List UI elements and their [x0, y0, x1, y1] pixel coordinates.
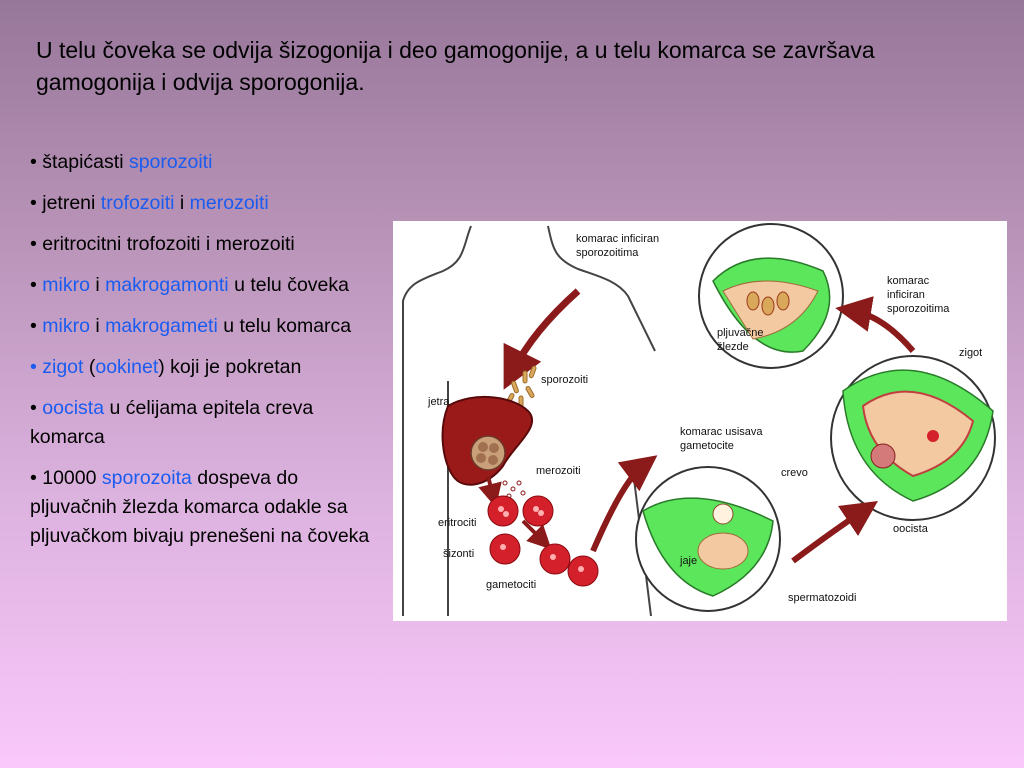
bullet-text: ) koji je pokretan: [158, 356, 302, 378]
label-inficiran: inficiran: [887, 289, 925, 301]
bullet-item: [30, 312, 390, 341]
bullet-text: u ćelijama epitela creva komarca: [30, 397, 314, 448]
highlighted-term: makrogamonti: [105, 274, 229, 296]
bullet-text: i: [89, 274, 106, 296]
label-sporozoitima: sporozoitima: [576, 247, 639, 259]
merozoites-icon: [503, 481, 525, 498]
malaria-life-cycle-figure: [393, 221, 1007, 621]
highlighted-term: ookinet: [95, 356, 159, 378]
label-crevo: crevo: [781, 467, 808, 479]
highlighted-term: merozoiti: [189, 192, 269, 214]
label-gametociti: gametociti: [486, 579, 537, 591]
bullet-item: [30, 271, 390, 300]
cycle-arrow-up: [793, 511, 863, 561]
highlighted-term: trofozoiti: [100, 192, 175, 214]
bullet-text: u telu komarca: [217, 315, 352, 337]
highlighted-term: sporozoiti: [128, 151, 213, 173]
bullet-text: • jetreni: [30, 192, 101, 214]
label-eritrociti: eritrociti: [438, 517, 477, 529]
label-pljuvacne: pljuvačne: [717, 327, 764, 339]
label-zigot: zigot: [959, 347, 983, 359]
highlighted-term: mikro: [42, 315, 90, 337]
label-sizonti: šizonti: [443, 548, 475, 560]
mosquito-gut-circle: [636, 467, 780, 611]
highlighted-term: • zigot: [30, 356, 84, 378]
oocyst-circle: [831, 356, 995, 520]
bullet-item: [30, 230, 390, 259]
label-jetra: jetra: [428, 396, 450, 408]
bullet-text: u telu čoveka: [228, 274, 349, 296]
liver-schizont-icon: [471, 436, 505, 470]
label-jaje: jaje: [680, 555, 698, 567]
highlighted-term: sporozoita: [101, 467, 192, 489]
bullet-text: •: [30, 315, 43, 337]
bullet-text: • štapićasti: [30, 151, 129, 173]
label-spermatozoidi: spermatozoidi: [788, 592, 857, 604]
bullet-text: i: [174, 192, 190, 214]
blood-stage-arrow: [488, 476, 493, 496]
label-sporozoiti: sporozoiti: [541, 374, 589, 386]
bullet-item: [30, 464, 390, 551]
label-komarac: komarac: [887, 275, 930, 287]
cycle-arrow-left: [853, 311, 913, 351]
bullet-item: [30, 189, 390, 218]
highlighted-term: makrogameti: [105, 315, 218, 337]
bullet-item: [30, 148, 390, 177]
bullet-item: [30, 394, 390, 452]
label-sporozoitima-2: sporozoitima: [887, 303, 950, 315]
highlighted-term: mikro: [42, 274, 90, 296]
bullet-text: • eritrocitni trofozoiti i merozoiti: [30, 233, 295, 255]
bullet-item: [30, 353, 390, 382]
label-oocista: oocista: [893, 523, 928, 535]
label-komarac-usisava: komarac usisava: [680, 426, 763, 438]
infection-arrow: [513, 291, 578, 371]
label-merozoiti: merozoiti: [536, 465, 581, 477]
bullet-list: [30, 148, 390, 563]
bullet-text: •: [30, 397, 43, 419]
highlighted-term: oocista: [42, 397, 105, 419]
bullet-text: • 10000: [30, 467, 102, 489]
bullet-text: dospeva do pljuvačnih žlezda komarca odakle sa pljuvačkom bivaju prenešeni na čoveka: [30, 467, 370, 547]
bullet-text: i: [89, 315, 106, 337]
label-komarac-inficiran: komarac inficiran: [576, 233, 660, 245]
bullet-text: •: [30, 274, 43, 296]
slide-title: U telu čoveka se odvija šizogonija i deo gamogonije, a u telu komarca se završava gamogonija i odvija sporogonija.: [36, 37, 875, 95]
label-zlezde: žlezde: [717, 341, 749, 353]
label-gametocite: gametocite: [680, 440, 734, 452]
bullet-text: (: [83, 356, 96, 378]
